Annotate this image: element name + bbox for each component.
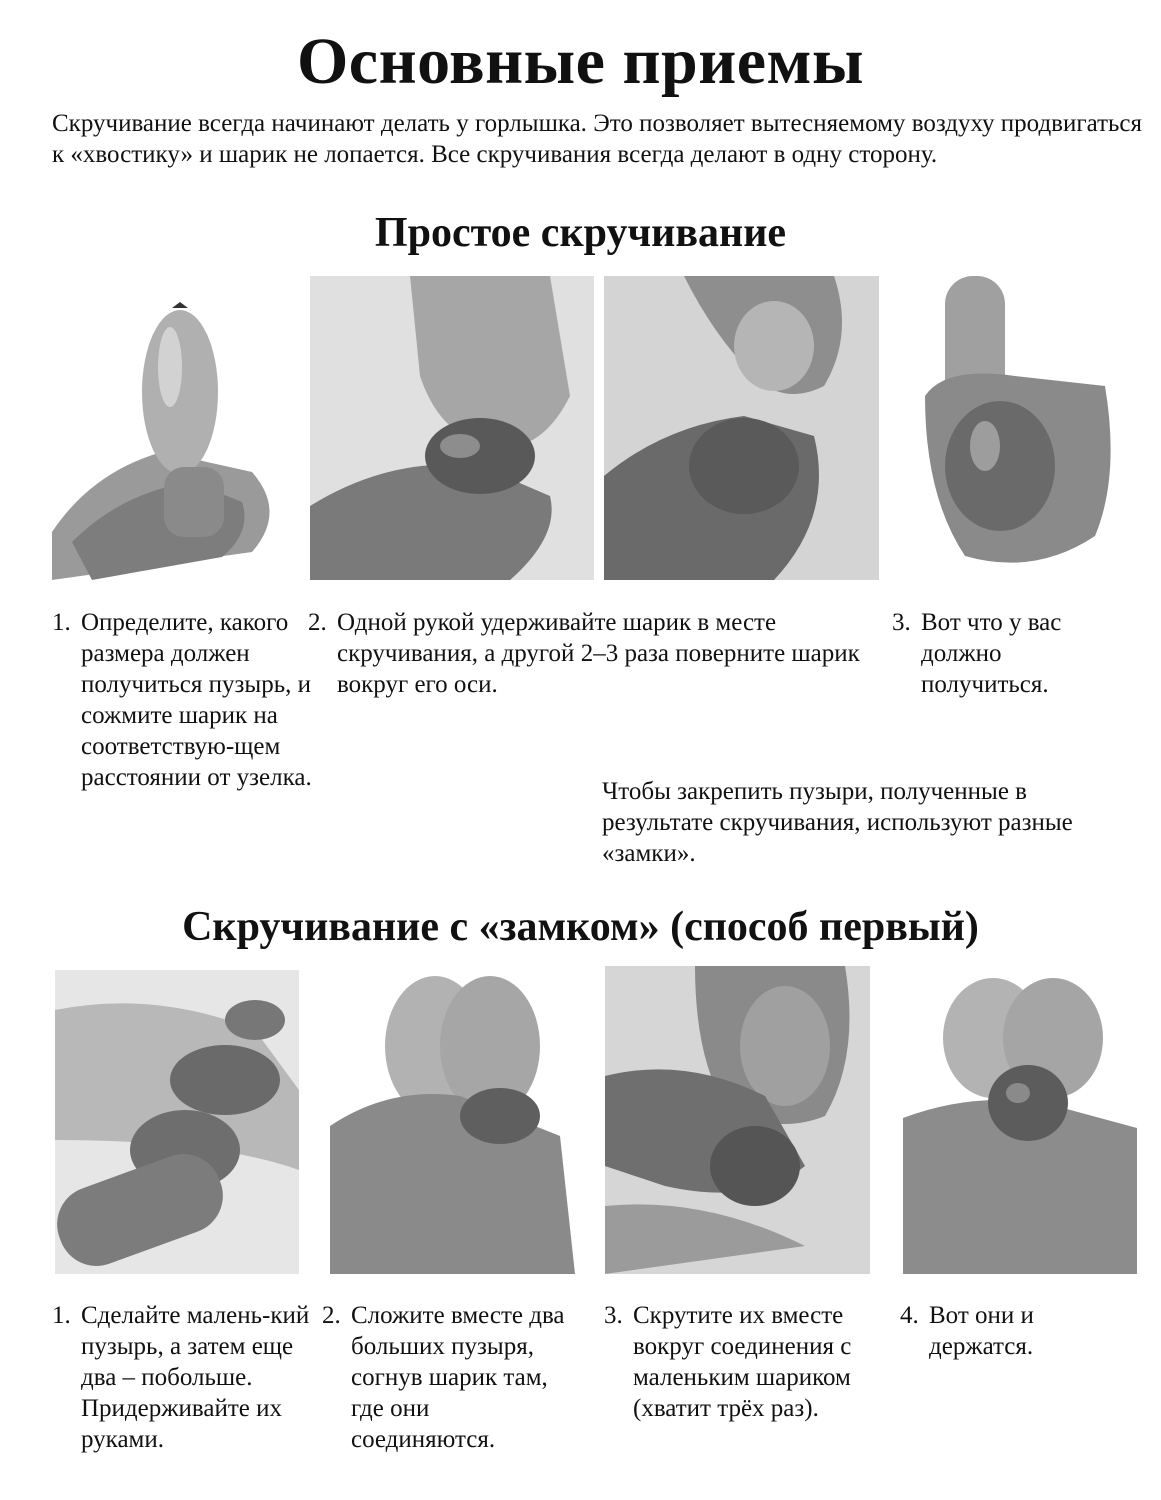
step-number: 3. — [892, 609, 911, 636]
section1-step-2 — [308, 607, 868, 700]
step-number: 2. — [322, 1302, 341, 1329]
hands-twisting-closeup-photo-icon — [604, 276, 879, 580]
section2-step-4 — [900, 1300, 1100, 1362]
section2-step-2 — [322, 1300, 572, 1455]
page-title: Основные приемы — [296, 25, 865, 98]
locks-note: Чтобы закрепить пузыри, полученные в результате скручивания, используют разные «замки». — [602, 778, 1073, 867]
balloon-held-photo-icon — [52, 282, 299, 580]
section1-step-3 — [892, 607, 1092, 700]
section2-heading: Скручивание с «замком» (способ первый) — [182, 904, 979, 950]
section1-heading: Простое скручивание — [374, 210, 787, 256]
twisting-lock-photo-icon — [605, 966, 870, 1274]
three-bubbles-photo-icon — [55, 970, 299, 1274]
step-number: 1. — [52, 609, 71, 636]
step-text: Одной рукой удерживайте шарик в месте скручивания, а другой 2–3 раза поверните шарик вокруг его оси. — [337, 609, 860, 698]
step-text: Сделайте малень-кий пузырь, а затем еще два – побольше. Придерживайте их руками. — [81, 1302, 310, 1453]
hands-twisting-photo-icon — [310, 276, 594, 580]
step-number: 2. — [308, 609, 327, 636]
step-text: Вот они и держатся. — [929, 1302, 1034, 1360]
lock-result-photo-icon — [903, 968, 1137, 1274]
step-text: Вот что у вас должно получиться. — [921, 609, 1062, 698]
section1-step-1 — [52, 607, 312, 793]
step-text: Скрутите их вместе вокруг соединения с маленьким шариком (хватит трёх раз). — [633, 1302, 852, 1422]
step-number: 4. — [900, 1302, 919, 1329]
twisted-balloon-result-photo-icon — [905, 276, 1137, 580]
step-text: Сложите вместе два больших пузыря, согнув шарик там, где они соединяются. — [351, 1302, 565, 1453]
intro-paragraph: Скручивание всегда начинают делать у горлышка. Это позволяет вытесняемому воздуху продвигаться к «хвостику» и шарик не лопается. Все скручивания всегда делают в одну сторону. — [52, 110, 1142, 168]
section2-step-3 — [604, 1300, 894, 1424]
folded-bubbles-photo-icon — [330, 966, 575, 1274]
step-text: Определите, какого размера должен получиться пузырь, и сожмите шарик на соответствую-щем расстоянии от узелка. — [81, 609, 312, 791]
section2-step-1 — [52, 1300, 322, 1455]
step-number: 1. — [52, 1302, 71, 1329]
step-number: 3. — [604, 1302, 623, 1329]
